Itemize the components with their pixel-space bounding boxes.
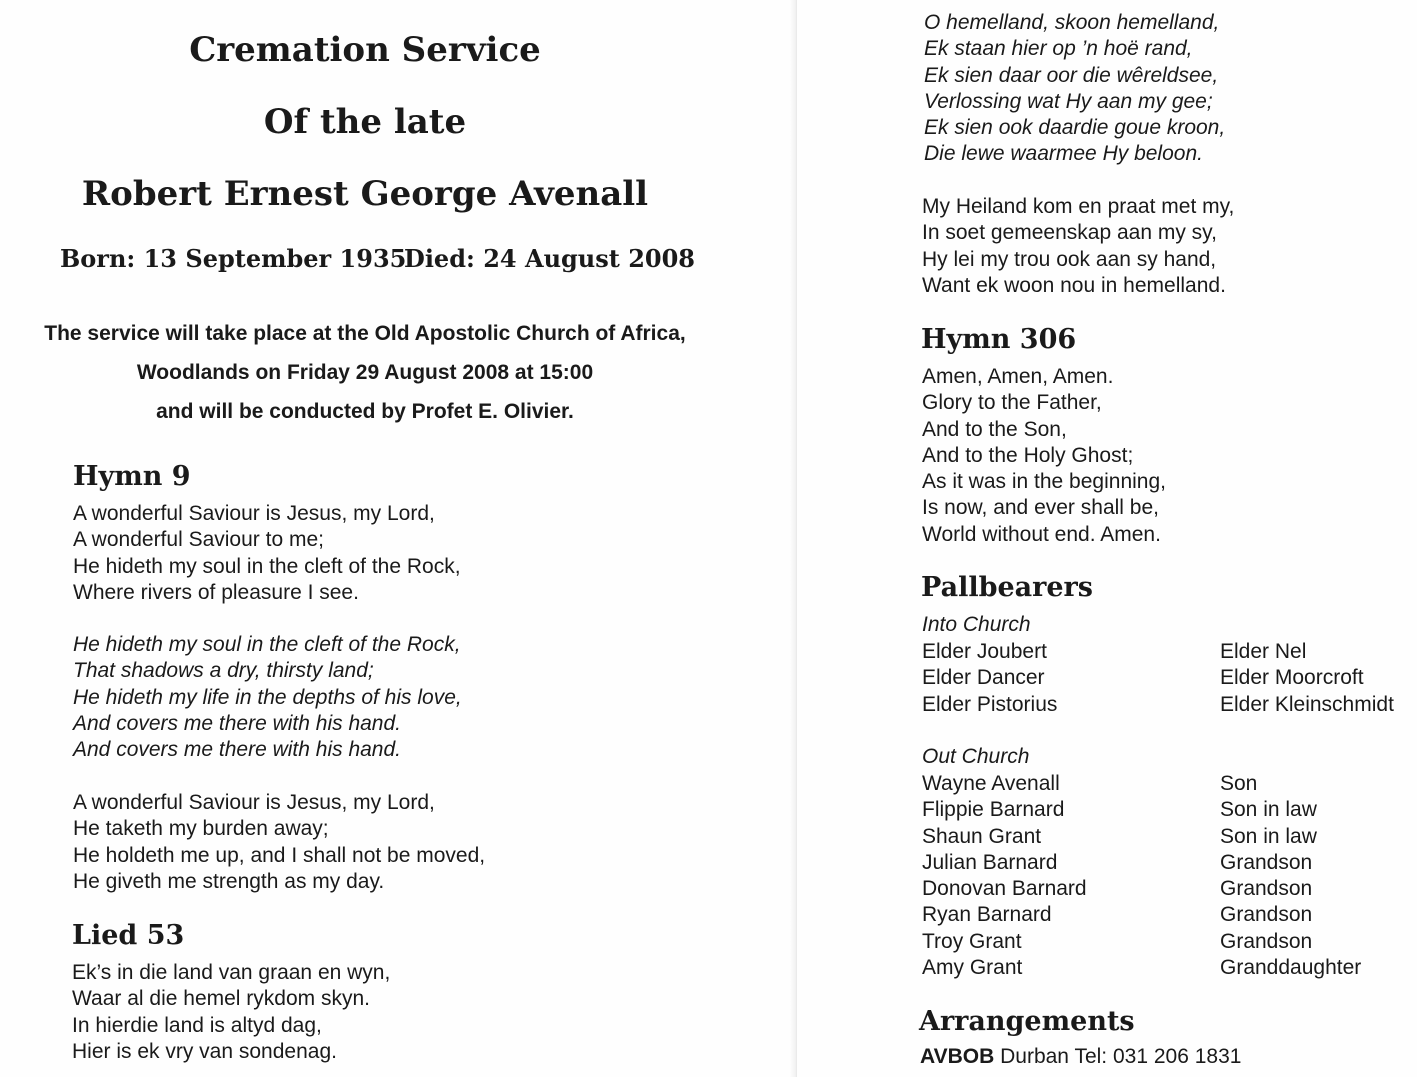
pallbearer-name: Elder Nel bbox=[1220, 640, 1307, 663]
pallbearer-name: Amy Grant bbox=[922, 956, 1023, 980]
lyric-line: He hideth my life in the depths of his love, bbox=[73, 685, 462, 709]
deceased-name: Robert Ernest George Avenall bbox=[81, 174, 649, 214]
pallbearer-name: Elder Dancer bbox=[922, 666, 1045, 690]
lyric-line: World without end. Amen. bbox=[922, 522, 1161, 546]
lied-53-verse-2 bbox=[922, 194, 1234, 299]
lyric-line: Hier is ek vry van sondenag. bbox=[72, 1039, 337, 1063]
pallbearer-relation: Grandson bbox=[1220, 929, 1313, 953]
pallbearer-name: Troy Grant bbox=[922, 929, 1022, 953]
lyric-line: Verlossing wat Hy aan my gee; bbox=[924, 89, 1213, 113]
pallbearer-relation: Son bbox=[1220, 772, 1258, 795]
lyric-line: A wonderful Saviour is Jesus, my Lord, bbox=[73, 502, 435, 525]
pallbearer-name: Elder Joubert bbox=[922, 640, 1047, 663]
lyric-line: Die lewe waarmee Hy beloon. bbox=[924, 142, 1203, 166]
arrangements-contact bbox=[920, 1044, 1241, 1070]
lyric-line: A wonderful Saviour is Jesus, my Lord, bbox=[73, 791, 435, 814]
out-church-label: Out Church bbox=[922, 745, 1030, 768]
pallbearer-name: Ryan Barnard bbox=[922, 903, 1052, 927]
pallbearer-name: Shaun Grant bbox=[922, 824, 1042, 848]
lyric-line: Ek sien daar oor die wêreldsee, bbox=[924, 63, 1219, 87]
hymn-9-title: Hymn 9 bbox=[73, 461, 191, 492]
lyric-line: He hideth my soul in the cleft of the Rock, bbox=[73, 554, 461, 578]
hymn-9-verse-2 bbox=[73, 790, 485, 895]
lyric-line: Ek sien ook daardie goue kroon, bbox=[924, 116, 1226, 140]
lyric-line: Ek’s in die land van graan en wyn, bbox=[72, 961, 391, 984]
into-church-label: Into Church bbox=[922, 613, 1031, 636]
pallbearer-relation: Grandson bbox=[1220, 850, 1313, 874]
lyric-line: And to the Son, bbox=[922, 417, 1067, 441]
lyric-line: Glory to the Father, bbox=[922, 391, 1102, 415]
pallbearer-relation: Grandson bbox=[1220, 903, 1313, 927]
service-line-3: and will be conducted by Profet E. Olivier. bbox=[156, 400, 574, 423]
lyric-line: As it was in the beginning, bbox=[922, 470, 1166, 494]
lyric-line: Amen, Amen, Amen. bbox=[922, 365, 1114, 388]
lyric-line: Hy lei my trou ook aan sy hand, bbox=[922, 247, 1217, 271]
lyric-line: Want ek woon nou in hemelland. bbox=[922, 273, 1226, 297]
out-church-names bbox=[922, 771, 1087, 981]
lyric-line: My Heiland kom en praat met my, bbox=[922, 195, 1235, 218]
pallbearer-name: Julian Barnard bbox=[922, 850, 1058, 874]
arrangements-title: Arrangements bbox=[919, 1006, 1135, 1037]
pallbearer-relation: Granddaughter bbox=[1220, 956, 1362, 980]
lyric-line: He hideth my soul in the cleft of the Rock, bbox=[73, 633, 461, 656]
hymn-306-text bbox=[922, 364, 1166, 548]
lyric-line: Ek staan hier op ’n hoë rand, bbox=[924, 37, 1193, 61]
lied-53-verse-1 bbox=[72, 960, 390, 1065]
into-church-list-left bbox=[922, 639, 1057, 718]
lyric-line: He giveth me strength as my day. bbox=[73, 869, 385, 893]
lyric-line: He holdeth me up, and I shall not be moved, bbox=[73, 843, 486, 867]
service-line-2: Woodlands on Friday 29 August 2008 at 15:00 bbox=[136, 361, 594, 384]
pallbearer-relation: Son in law bbox=[1220, 798, 1317, 822]
pallbearer-name: Flippie Barnard bbox=[922, 798, 1065, 822]
pallbearer-relation: Grandson bbox=[1220, 877, 1313, 901]
lyric-line: O hemelland, skoon hemelland, bbox=[924, 11, 1220, 34]
pallbearer-name: Elder Moorcroft bbox=[1220, 666, 1364, 690]
hymn-9-verse-1 bbox=[73, 501, 461, 606]
into-church-list-right bbox=[1220, 639, 1394, 718]
pallbearers-title: Pallbearers bbox=[921, 572, 1093, 603]
right-page bbox=[797, 0, 1417, 1077]
pallbearer-name: Elder Pistorius bbox=[922, 692, 1058, 716]
lyric-line: That shadows a dry, thirsty land; bbox=[73, 659, 374, 683]
lied-53-chorus bbox=[924, 10, 1225, 168]
title-of-the-late: Of the late bbox=[263, 102, 467, 142]
pallbearer-name: Elder Kleinschmidt bbox=[1220, 692, 1394, 716]
lyric-line: In soet gemeenskap aan my sy, bbox=[922, 221, 1217, 245]
lyric-line: Waar al die hemel rykdom skyn. bbox=[72, 987, 370, 1011]
pallbearer-name: Donovan Barnard bbox=[922, 877, 1087, 901]
title-cremation-service: Cremation Service bbox=[189, 30, 541, 70]
pallbearer-name: Wayne Avenall bbox=[922, 772, 1060, 795]
born-date: Born: 13 September 1935 bbox=[60, 244, 407, 273]
lyric-line: And covers me there with his hand. bbox=[73, 711, 402, 735]
hymn-306-title: Hymn 306 bbox=[921, 324, 1077, 355]
arrangements-detail: Durban Tel: 031 206 1831 bbox=[994, 1045, 1242, 1068]
lyric-line: In hierdie land is altyd dag, bbox=[72, 1013, 322, 1037]
lyric-line: A wonderful Saviour to me; bbox=[73, 528, 324, 552]
lied-53-title: Lied 53 bbox=[72, 920, 185, 951]
lyric-line: Where rivers of pleasure I see. bbox=[73, 580, 359, 604]
out-church-relations bbox=[1220, 771, 1361, 981]
hymn-9-chorus bbox=[73, 632, 462, 763]
lyric-line: He taketh my burden away; bbox=[73, 817, 329, 841]
pallbearer-relation: Son in law bbox=[1220, 824, 1317, 848]
lyric-line: Is now, and ever shall be, bbox=[922, 496, 1159, 520]
died-date: Died: 24 August 2008 bbox=[404, 244, 695, 273]
arrangements-company: AVBOB bbox=[920, 1045, 995, 1068]
lyric-line: And to the Holy Ghost; bbox=[922, 443, 1134, 467]
service-line-1: The service will take place at the Old Apostolic Church of Africa, bbox=[44, 322, 686, 345]
lyric-line: And covers me there with his hand. bbox=[73, 738, 402, 762]
